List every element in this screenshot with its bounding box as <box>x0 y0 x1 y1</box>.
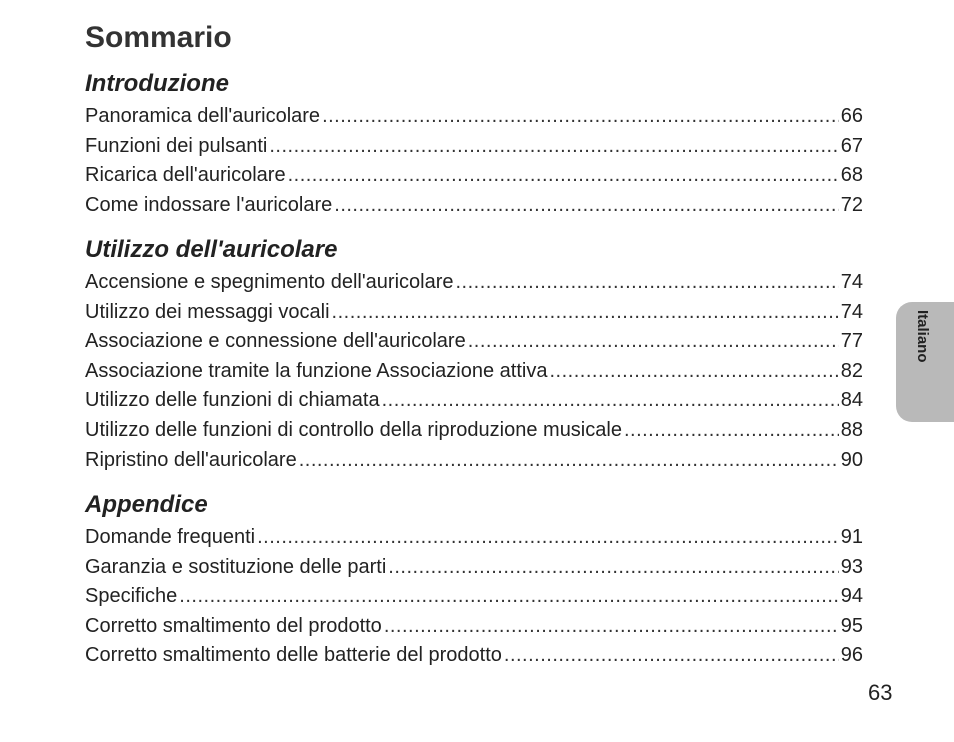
toc-entry-label: Utilizzo delle funzioni di controllo della riproduzione musicale <box>85 418 622 441</box>
page-title: Sommario <box>85 21 232 54</box>
toc-entry-page: 84 <box>840 389 863 412</box>
toc-entry-page: 77 <box>840 330 863 353</box>
toc-entry[interactable] <box>85 298 863 328</box>
toc-entry[interactable] <box>85 191 863 221</box>
toc-entry-label: Ricarica dell'auricolare <box>85 164 286 187</box>
toc-entry-label: Corretto smaltimento delle batterie del prodotto <box>85 644 502 667</box>
toc-entry-label: Utilizzo dei messaggi vocali <box>85 300 330 323</box>
toc-entry[interactable] <box>85 641 863 671</box>
toc-entry-page: 88 <box>840 418 863 441</box>
dot-leader <box>288 161 839 191</box>
dot-leader <box>388 553 838 583</box>
toc-entry[interactable] <box>85 386 863 416</box>
toc-entry[interactable] <box>85 102 863 132</box>
dot-leader <box>382 386 839 416</box>
toc-entry[interactable] <box>85 553 863 583</box>
section-utilizzo <box>85 238 863 475</box>
dot-leader <box>269 132 838 162</box>
toc-entry[interactable] <box>85 523 863 553</box>
toc-entry-label: Domande frequenti <box>85 526 256 548</box>
page-number: 63 <box>868 680 893 705</box>
toc-entry-page: 96 <box>840 644 863 667</box>
toc-entry-label: Associazione e connessione dell'auricolare <box>85 330 466 353</box>
toc-entry[interactable] <box>85 357 863 387</box>
toc-entry-label: Corretto smaltimento del prodotto <box>85 614 382 637</box>
toc-entry-page: 72 <box>840 193 863 216</box>
toc-entry-label: Utilizzo delle funzioni di chiamata <box>85 389 380 412</box>
language-side-tab <box>896 302 954 422</box>
toc-entry-page: 68 <box>840 164 863 187</box>
toc-entry-page: 67 <box>840 134 863 157</box>
dot-leader <box>179 582 838 612</box>
toc-entry-label: Come indossare l'auricolare <box>85 193 333 216</box>
toc-entry-page: 74 <box>840 300 863 323</box>
language-tab-label: Italiano <box>914 310 931 363</box>
dot-leader <box>504 641 839 671</box>
toc-entry-page: 82 <box>840 359 863 382</box>
dot-leader <box>257 523 839 553</box>
toc-entry-page: 74 <box>840 271 863 293</box>
toc-entry-page: 91 <box>840 526 863 548</box>
dot-leader <box>468 327 839 357</box>
toc-entry-page: 66 <box>840 105 863 127</box>
section-heading: Utilizzo dell'auricolare <box>85 236 338 263</box>
dot-leader <box>456 268 839 298</box>
toc-entry-page: 94 <box>840 585 863 608</box>
toc-entry-page: 93 <box>840 555 863 578</box>
toc-entry[interactable] <box>85 268 863 298</box>
toc-entry-label: Panoramica dell'auricolare <box>85 105 321 127</box>
toc-entry-page: 95 <box>840 614 863 637</box>
toc-entry[interactable] <box>85 327 863 357</box>
toc-entry[interactable] <box>85 582 863 612</box>
dot-leader <box>299 446 839 476</box>
dot-leader <box>322 102 839 132</box>
toc-entry-page: 90 <box>840 448 863 471</box>
toc-entry-label: Associazione tramite la funzione Associazione attiva <box>85 359 548 382</box>
dot-leader <box>624 416 839 446</box>
section-heading: Appendice <box>85 491 208 518</box>
dot-leader <box>549 357 838 387</box>
section-introduzione <box>85 72 863 220</box>
dot-leader <box>332 298 839 328</box>
toc-entry-label: Funzioni dei pulsanti <box>85 134 268 157</box>
section-heading: Introduzione <box>85 70 229 97</box>
toc-entry-label: Specifiche <box>85 585 178 608</box>
toc-entry[interactable] <box>85 416 863 446</box>
toc-entry[interactable] <box>85 132 863 162</box>
toc-entry[interactable] <box>85 612 863 642</box>
toc-entry-label: Garanzia e sostituzione delle parti <box>85 555 387 578</box>
toc-entry[interactable] <box>85 446 863 476</box>
dot-leader <box>384 612 839 642</box>
toc-entry-label: Ripristino dell'auricolare <box>85 448 297 471</box>
toc-entry-label: Accensione e spegnimento dell'auricolare <box>85 271 454 293</box>
section-appendice <box>85 493 863 671</box>
dot-leader <box>334 191 838 221</box>
toc-entry[interactable] <box>85 161 863 191</box>
